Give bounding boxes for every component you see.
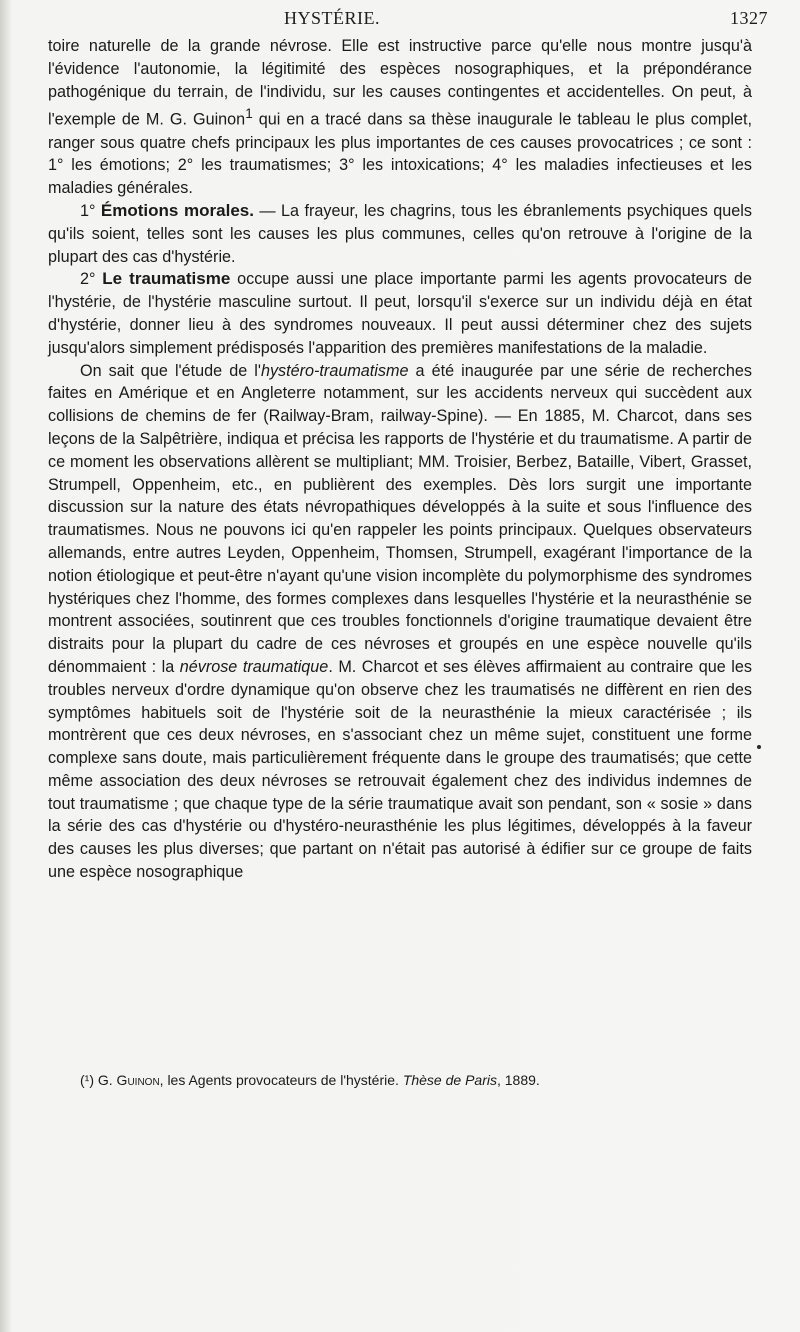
paragraph-emotions: 1° Émotions morales. — La frayeur, les chagrins, tous les ébranlements psychiques quels qu'ils soient, telles sont les causes les plus communes, celles qu'on retrouve à l'origine de la plupart des cas d'hystérie. [48,200,752,266]
footnote: (¹) G. Guinon, les Agents provocateurs de l'hystérie. Thèse de Paris, 1889. [80,1072,540,1088]
section-heading-traumatisme: Le traumatisme [102,269,231,289]
running-title: HYSTÉRIE. [284,8,380,28]
footnote-ref: 1 [245,106,253,122]
page-header [78,4,782,34]
paragraph-intro: toire naturelle de la grande névrose. Elle est instructive parce qu'elle nous montre jusqu'à l'évidence l'autonomie, la légitimité des espèces nosographiques, et la prépondérance pathogénique du terrain, de l'individu, sur les causes contingentes et accidentelles. On peut, à l'exemple de M. G. Guinon$^1$ qui en a tracé dans sa thèse inaugurale le tableau le plus complet, ranger sous quatre chefs principaux les plus importantes de ces causes provocatrices ; ce sont : 1° les émotions; 2° les traumatismes; 3° les intoxications; 4° les maladies infectieuses et les maladies générales. [48,37,752,198]
paragraph-hystero-traumatisme: On sait que l'étude de l'hystéro-traumatisme a été inaugurée par une série de recherches faites en Amérique et en Angleterre notamment, sur les accidents nerveux qui succèdent aux collisions de chemins de fer (Railway-Bram, railway-Spine). — En 1885, M. Charcot, dans ses leçons de la Salpêtrière, indiqua et précisa les rapports de l'hystérie et du traumatisme. A partir de ce moment les observations allèrent se multipliant; MM. Troisier, Berbez, Bataille, Vibert, Grasset, Strumpell, Oppenheim, etc., en publièrent des exemples. Dès lors surgit une importante discussion sur la nature des états névropathiques développés à la suite et sous l'influence des traumatismes. Nous ne pouvons ici qu'en rappeler les points principaux. Quelques observateurs allemands, entre autres Leyden, Oppenheim, Thomsen, Strumpell, exagérant l'importance de la notion étiologique et peut-être n'ayant qu'une vision incomplète du polymorphisme des syndromes hystériques chez l'homme, des formes complexes dans lesquelles l'hystérie et la neurasthénie se montrent associées, soutinrent que ces troubles fonctionnels d'origine traumatique devaient être distraits pour la plupart du cadre de ces névroses et groupés en une espèce nouvelle qu'ils dénommaient : la névrose traumatique. M. Charcot et ses élèves affirmaient au contraire que les troubles nerveux d'ordre dynamique qu'on observe chez les traumatisés ne diffèrent en rien des symptômes habituels soit de l'hystérie soit de la neurasthénie la mieux caractérisée ; ils montrèrent que ces deux névroses, en s'associant chez un même sujet, constituent une forme complexe sans doute, mais particulièrement fréquente dans le groupe des traumatisés; que cette même association des deux névroses se retrouvait également chez des individus indemnes de tout traumatisme ; que chaque type de la série traumatique avait son pendant, son « sosie » dans la série des cas d'hystérie ou d'hystéro-neurasthénie les plus légitimes, développés à la faveur des causes les plus diverses; que partant on n'était pas autorisé à édifier sur ce groupe de faits une espèce nosographique [48,361,753,882]
page-number: 1327 [730,8,768,28]
section-heading-emotions: Émotions morales. [100,200,254,220]
paragraph-traumatisme: 2° Le traumatisme occupe aussi une place importante parmi les agents provocateurs de l'hystérie, de l'hystérie masculine surtout. Il peut, lorsqu'il s'exerce sur un individu déjà en état d'hystérie, donner lieu à des syndromes nouveaux. Il peut aussi déterminer chez des sujets jusqu'alors simplement prédisposés l'apparition des premières manifestations de la maladie. [48,269,752,357]
body-text [48,35,752,884]
book-spine-shadow [0,0,10,1332]
print-speck [757,745,761,749]
